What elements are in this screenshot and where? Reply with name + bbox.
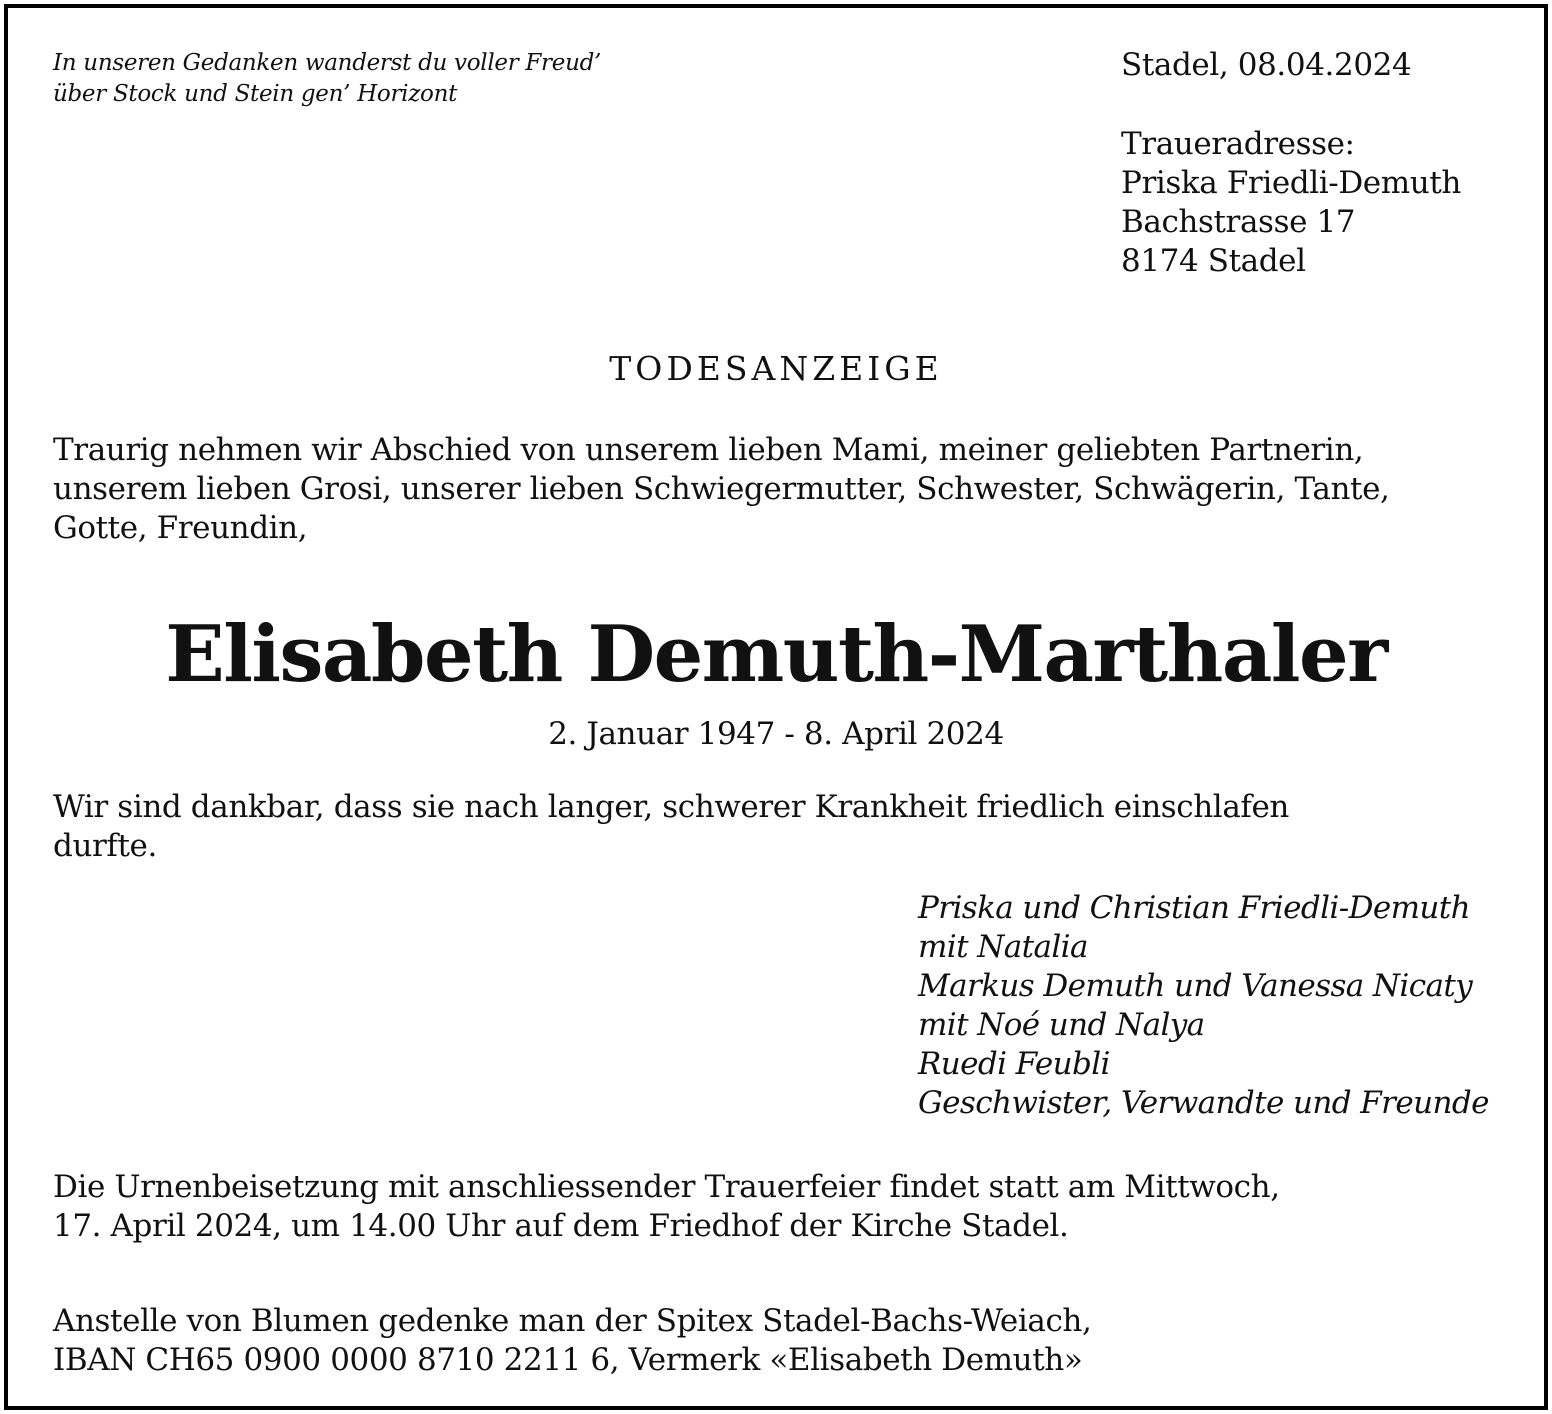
ceremony-line-2: 17. April 2024, um 14.00 Uhr auf dem Friedhof der Kirche Stadel. bbox=[53, 1208, 1069, 1244]
place-date: Stadel, 08.04.2024 bbox=[1121, 47, 1412, 83]
mourner-line: mit Noé und Nalya bbox=[918, 1007, 1205, 1043]
address-spacer bbox=[1121, 85, 1461, 125]
donation-line-2: IBAN CH65 0900 0000 8710 2211 6, Vermerk «Elisabeth Demuth» bbox=[53, 1342, 1083, 1378]
ceremony-line-1: Die Urnenbeisetzung mit anschliessender Trauerfeier findet statt am Mittwoch, bbox=[53, 1169, 1280, 1205]
mourner-line: Ruedi Feubli bbox=[918, 1046, 1110, 1082]
address-street: Bachstrasse 17 bbox=[1121, 204, 1356, 240]
intro-line-2: unserem lieben Grosi, unserer lieben Schwiegermutter, Schwester, Schwägerin, Tante, bbox=[53, 471, 1390, 507]
life-dates: 2. Januar 1947 - 8. April 2024 bbox=[548, 716, 1004, 752]
mourner-line: Markus Demuth und Vanessa Nicaty bbox=[918, 968, 1473, 1004]
mourners-list bbox=[918, 889, 1489, 1123]
motto-line-2: über Stock und Stein gen’ Horizont bbox=[53, 81, 458, 107]
donation-line-1: Anstelle von Blumen gedenke man der Spitex Stadel-Bachs-Weiach, bbox=[53, 1303, 1092, 1339]
gratitude-paragraph bbox=[53, 788, 1513, 866]
address-name: Priska Friedli-Demuth bbox=[1121, 165, 1461, 201]
deceased-name: Elisabeth Demuth-Marthaler bbox=[165, 609, 1387, 700]
place-and-address bbox=[1121, 46, 1461, 281]
donation-paragraph bbox=[53, 1302, 1513, 1380]
intro-paragraph bbox=[53, 431, 1513, 548]
intro-line-3: Gotte, Freundin, bbox=[53, 510, 308, 546]
gratitude-line-2: durfte. bbox=[53, 828, 157, 864]
address-label: Traueradresse: bbox=[1121, 126, 1355, 162]
intro-line-1: Traurig nehmen wir Abschied von unserem lieben Mami, meiner geliebten Partnerin, bbox=[53, 432, 1364, 468]
motto-quote bbox=[53, 48, 601, 110]
address-city: 8174 Stadel bbox=[1121, 243, 1306, 279]
motto-line-1: In unseren Gedanken wanderst du voller Freud’ bbox=[53, 50, 602, 76]
notice-heading: TODESANZEIGE bbox=[609, 349, 943, 388]
mourner-line: Geschwister, Verwandte und Freunde bbox=[918, 1085, 1489, 1121]
ceremony-paragraph bbox=[53, 1168, 1513, 1246]
mourner-line: mit Natalia bbox=[918, 929, 1088, 965]
gratitude-line-1: Wir sind dankbar, dass sie nach langer, schwerer Krankheit friedlich einschlafen bbox=[53, 789, 1289, 825]
mourner-line: Priska und Christian Friedli-Demuth bbox=[918, 890, 1470, 926]
